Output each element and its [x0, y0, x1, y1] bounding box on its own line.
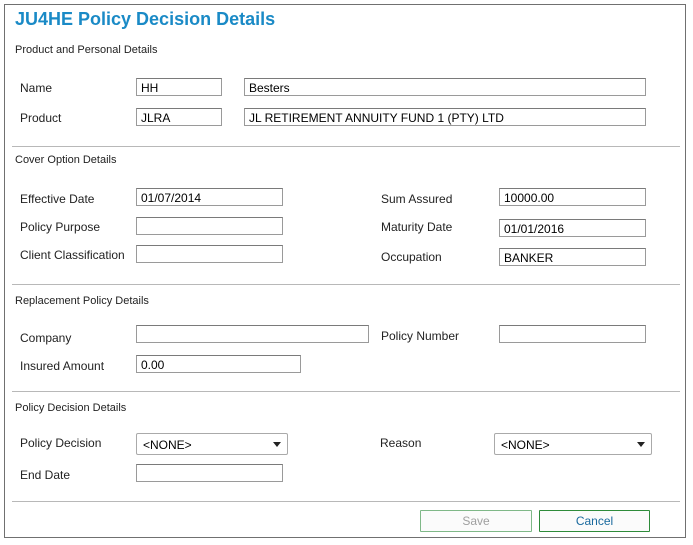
- end-date-field[interactable]: [136, 464, 283, 482]
- product-label: Product: [20, 111, 62, 125]
- divider: [12, 501, 680, 502]
- section-heading-product: Product and Personal Details: [15, 44, 158, 56]
- client-classification-label: Client Classification: [20, 248, 125, 262]
- sum-assured-label: Sum Assured: [381, 192, 453, 206]
- page-title: JU4HE Policy Decision Details: [15, 9, 276, 29]
- client-classification-field[interactable]: [136, 245, 283, 263]
- maturity-date-label: Maturity Date: [381, 220, 453, 234]
- divider: [12, 284, 680, 285]
- sum-assured-field[interactable]: 10000.00: [499, 188, 646, 206]
- reason-label: Reason: [380, 436, 422, 450]
- effective-date-field[interactable]: 01/07/2014: [136, 188, 283, 206]
- chevron-down-icon: [637, 442, 645, 447]
- name-label: Name: [20, 81, 53, 95]
- section-heading-decision: Policy Decision Details: [15, 402, 127, 414]
- effective-date-label: Effective Date: [20, 192, 95, 206]
- end-date-label: End Date: [20, 468, 71, 482]
- maturity-date-field[interactable]: 01/01/2016: [499, 219, 646, 237]
- divider: [12, 391, 680, 392]
- chevron-down-icon: [273, 442, 281, 447]
- save-button[interactable]: Save: [420, 510, 532, 532]
- insured-amount-field[interactable]: 0.00: [136, 355, 301, 373]
- name-surname-field[interactable]: Besters: [244, 78, 646, 96]
- section-heading-replacement: Replacement Policy Details: [15, 295, 149, 307]
- occupation-field[interactable]: BANKER: [499, 248, 646, 266]
- product-code-field[interactable]: JLRA: [136, 108, 222, 126]
- company-field[interactable]: [136, 325, 369, 343]
- policy-number-label: Policy Number: [381, 329, 460, 343]
- occupation-label: Occupation: [381, 250, 442, 264]
- policy-number-field[interactable]: [499, 325, 646, 343]
- policy-purpose-label: Policy Purpose: [20, 220, 101, 234]
- policy-decision-value: <NONE>: [143, 438, 192, 452]
- reason-value: <NONE>: [501, 438, 550, 452]
- product-name-field[interactable]: JL RETIREMENT ANNUITY FUND 1 (PTY) LTD: [244, 108, 646, 126]
- insured-amount-label: Insured Amount: [20, 359, 105, 373]
- section-heading-cover: Cover Option Details: [15, 154, 117, 166]
- policy-purpose-field[interactable]: [136, 217, 283, 235]
- cancel-button[interactable]: Cancel: [539, 510, 650, 532]
- name-initials-field[interactable]: HH: [136, 78, 222, 96]
- divider: [12, 146, 680, 147]
- policy-decision-select[interactable]: [136, 433, 288, 455]
- company-label: Company: [20, 331, 72, 345]
- reason-select[interactable]: [494, 433, 652, 455]
- policy-decision-label: Policy Decision: [20, 436, 102, 450]
